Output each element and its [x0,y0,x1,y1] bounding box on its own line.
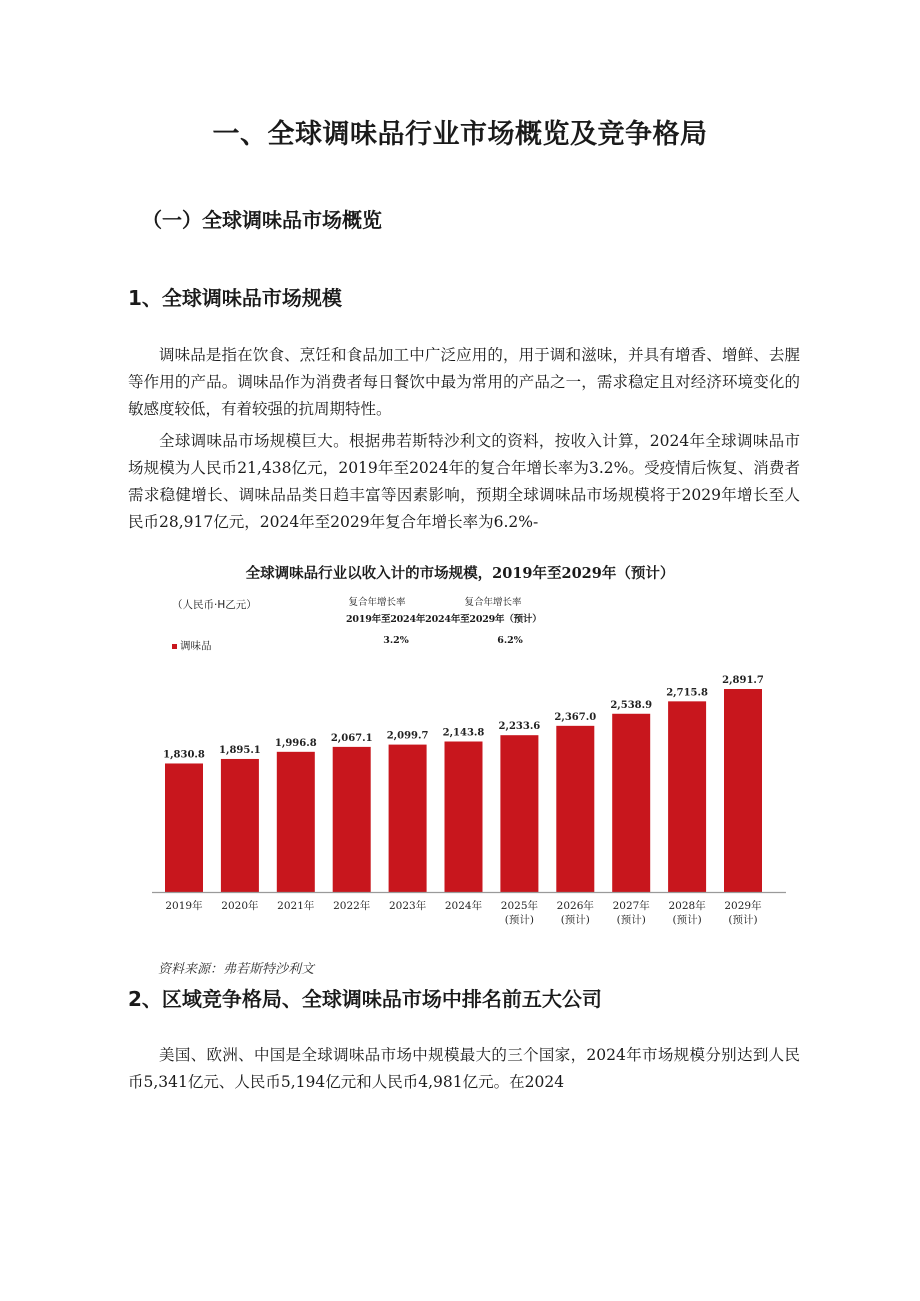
x-tick-label: 2029年 [724,900,762,912]
subsection-heading: （一）全球调味品市场概览 [142,208,382,232]
x-tick-label: 2024年 [444,900,483,912]
bar-2027年 [612,714,650,892]
bar-2029年 [724,689,762,892]
x-tick-label: 2023年 [388,900,427,912]
bar-value-label: 1,895.1 [219,744,261,756]
x-tick-label: 2027年 [612,900,650,912]
cagr-label-2: 复合年增长率 [464,597,522,608]
cagr-label-1: 复合年增长率 [348,597,406,608]
x-tick-label: 2020年 [221,900,259,912]
bar-value-label: 2,067.1 [330,732,373,744]
chart-title: 全球调味品行业以收入计的市场规模，2019年至2029年（预计） [245,565,675,582]
bar-value-label: 2,891.7 [722,675,764,686]
x-tick-label: 2026年 [556,900,594,912]
bar-value-label: 1,830.8 [163,749,205,761]
bar-2023年 [389,745,427,892]
legend-label: 调味品 [180,640,212,652]
x-tick-label: 2022年 [333,900,371,912]
x-tick-sublabel: (预计) [672,914,702,926]
topic-heading-market-size: 1、全球调味品市场规模 [128,286,342,310]
x-tick-label: 2021年 [277,900,315,912]
paragraph-definition: 调味品是指在饮食、烹饪和食品加工中广泛应用的，用于调和滋味，并具有增香、增鲜、去腥等作用的产品。调味品作为消费者每日餐饮中最为常用的产品之一，需求稳定且对经济环境变化的敏感度较低，有着较强的抗周期特性。 [128,346,800,418]
cagr-range-label: 2019年至2024年2024年至2029年（预计） [346,614,542,625]
cagr-value-2: 6.2% [497,635,523,646]
bar-value-label: 2,715.8 [666,687,708,699]
bar-value-label: 2,099.7 [386,730,429,742]
x-tick-sublabel: (预计) [728,914,758,926]
bar-value-label: 2,367.0 [554,711,597,723]
chart-source: 资料来源：弗若斯特沙利文 [158,962,315,977]
bar-value-label: 2,233.6 [498,721,541,733]
chart-unit-label: （人民币·H乙元） [172,599,257,611]
bar-2022年 [333,747,371,892]
bar-2020年 [221,759,259,892]
x-tick-sublabel: (预计) [616,914,646,926]
x-tick-label: 2025年 [500,900,539,912]
bar-2024年 [445,742,483,892]
x-tick-label: 2028年 [668,900,706,912]
section-heading: 一、全球调味品行业市场概览及竞争格局 [212,119,708,150]
bar-value-label: 2,538.9 [610,699,653,711]
cagr-value-1: 3.2% [383,635,409,646]
paragraph-market-size: 全球调味品市场规模巨大。根据弗若斯特沙利文的资料，按收入计算，2024年全球调味品市场规模为人民币21,438亿元，2019年至2024年的复合年增长率为3.2%。受疫情后恢复、消费者需求稳健增长、调味品品类日趋丰富等因素影响，预期全球调味品市场规模将于2029年增长至人民币28,917亿元，2024年至2029年复合年增长率为6.2%- [128,432,800,531]
paragraph-regional: 美国、欧洲、中国是全球调味品市场中规模最大的三个国家，2024年市场规模分别达到人民币5,341亿元、人民币5,194亿元和人民币4,981亿元。在2024 [128,1046,800,1091]
bar-value-label: 2,143.8 [442,727,485,739]
x-tick-sublabel: (预计) [504,914,535,926]
bar-2019年 [165,763,203,892]
bar-2028年 [668,701,706,892]
topic-heading-regional: 2、区域竞争格局、全球调味品市场中排名前五大公司 [128,987,602,1011]
x-tick-sublabel: (预计) [560,914,590,926]
bar-2025年 [500,735,538,892]
bar-2021年 [277,752,315,892]
bar-2026年 [556,726,594,892]
bar-value-label: 1,996.8 [274,737,317,749]
x-tick-label: 2019年 [165,900,203,912]
